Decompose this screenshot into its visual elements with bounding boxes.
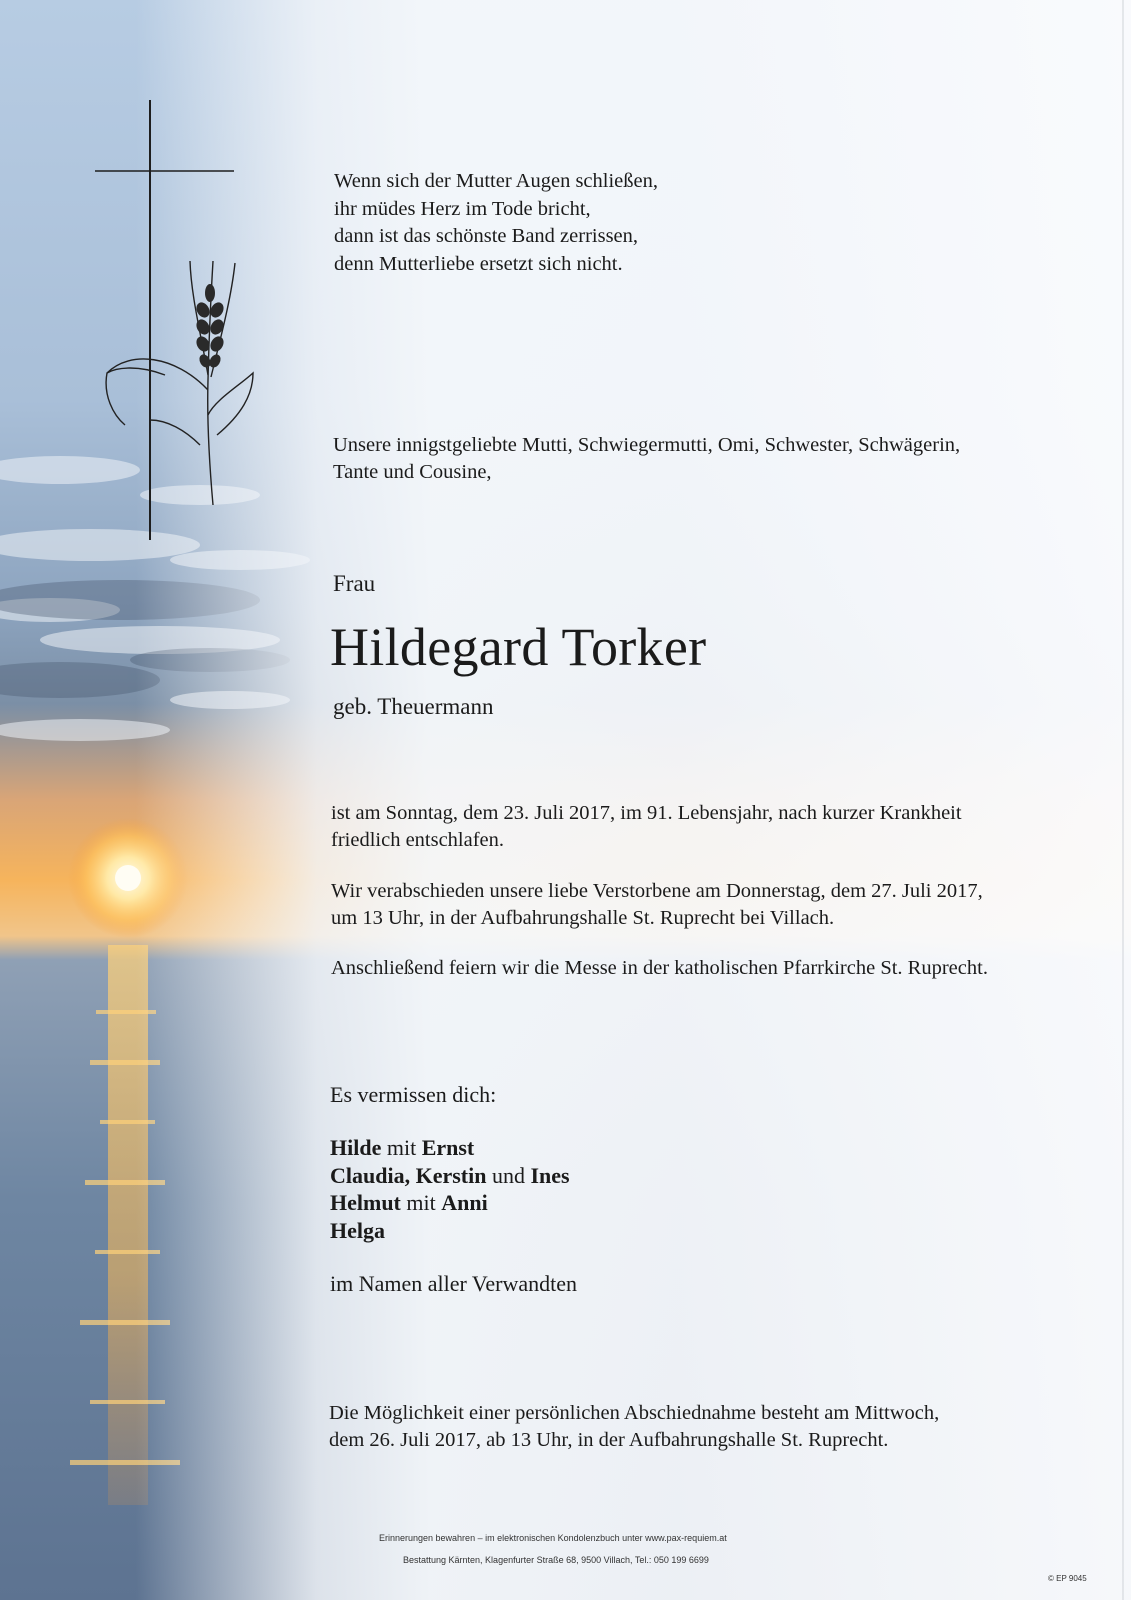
farewell-line: dem 26. Juli 2017, ab 13 Uhr, in der Aufbahrungshalle St. Ruprecht.: [329, 1429, 889, 1451]
mourner-line: [330, 1217, 570, 1245]
funeral-line: um 13 Uhr, in der Aufbahrungshalle St. Ruprecht bei Villach.: [331, 907, 835, 929]
mourners-list: [330, 1134, 570, 1244]
intro-line: Unsere innigstgeliebte Mutti, Schwiegermutti, Omi, Schwester, Schwägerin,: [333, 434, 961, 456]
relatives-note: im Namen aller Verwandten: [330, 1271, 578, 1296]
maiden-name: geb. Theuermann: [333, 694, 494, 719]
mourner-line: [330, 1134, 570, 1162]
poem: [334, 168, 658, 278]
mass-info: Anschließend feiern wir die Messe in der katholischen Pfarrkirche St. Ruprecht.: [331, 957, 988, 979]
poem-line: Wenn sich der Mutter Augen schließen,: [334, 170, 658, 192]
poem-line: ihr müdes Herz im Tode bricht,: [334, 197, 591, 220]
deceased-name: Hildegard Torker: [330, 617, 707, 677]
death-notice-line: friedlich entschlafen.: [331, 829, 505, 851]
mourner-name: Helmut: [330, 1190, 401, 1215]
mourner-name: Helga: [330, 1217, 385, 1243]
footer-condolence-link: Erinnerungen bewahren – im elektronischen Kondolenzbuch unter www.pax-requiem.at: [379, 1533, 727, 1543]
farewell-line: Die Möglichkeit einer persönlichen Abschiednahme besteht am Mittwoch,: [329, 1402, 940, 1424]
mourner-name: Ines: [530, 1162, 570, 1188]
mourner-line: [330, 1162, 570, 1190]
mourner-joiner: und: [486, 1162, 531, 1188]
salutation: Frau: [333, 571, 376, 596]
mourner-joiner: mit: [400, 1190, 442, 1215]
footer-address: Bestattung Kärnten, Klagenfurter Straße 68, 9500 Villach, Tel.: 050 199 6699: [403, 1555, 709, 1565]
farewell-info: [329, 1400, 939, 1454]
footer-code: © EP 9045: [1048, 1574, 1087, 1583]
funeral-info: [331, 878, 983, 932]
intro-text: [333, 432, 960, 486]
funeral-line: Wir verabschieden unsere liebe Verstorbene am Donnerstag, dem 27. Juli 2017,: [331, 880, 983, 902]
poem-line: dann ist das schönste Band zerrissen,: [334, 225, 639, 247]
mourner-name: Claudia, Kerstin: [330, 1162, 487, 1188]
missing-heading: Es vermissen dich:: [330, 1082, 497, 1107]
intro-line: Tante und Cousine,: [333, 461, 492, 483]
mourner-name: Ernst: [421, 1135, 475, 1160]
mourner-joiner: mit: [381, 1135, 422, 1160]
death-notice: [331, 800, 962, 854]
mourner-name: Anni: [441, 1190, 488, 1215]
mourner-line: [330, 1189, 570, 1217]
mourner-name: Hilde: [330, 1135, 382, 1160]
wheat-icon: [95, 255, 260, 510]
death-notice-line: ist am Sonntag, dem 23. Juli 2017, im 91. Lebensjahr, nach kurzer Krankheit: [331, 802, 962, 824]
poem-line: denn Mutterliebe ersetzt sich nicht.: [334, 252, 623, 275]
